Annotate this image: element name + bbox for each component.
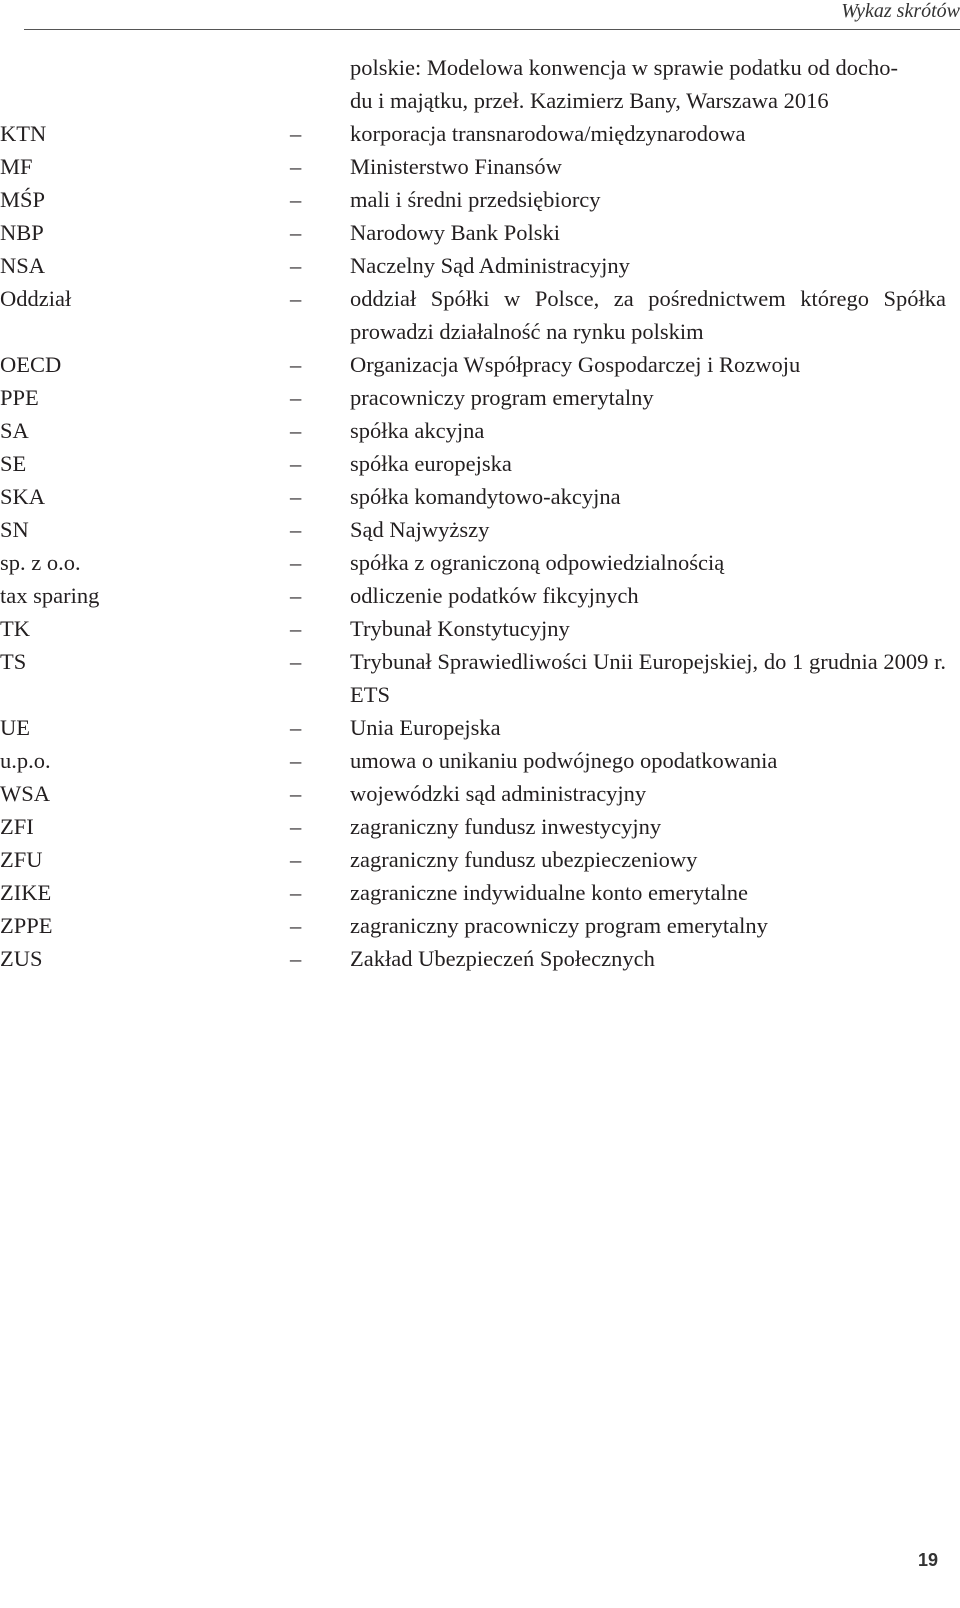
entry-dash: – [290, 154, 302, 179]
abbreviation-term: tax sparing [0, 583, 100, 608]
abbreviation-term: NSA [0, 253, 46, 278]
entry-dash: – [290, 187, 302, 212]
abbreviation-entry [0, 216, 946, 249]
abbreviation-term: MF [0, 154, 33, 179]
continued-entry [0, 51, 946, 117]
abbreviation-term: ZPPE [0, 913, 53, 938]
abbreviation-entry [0, 777, 946, 810]
abbreviation-term: sp. z o.o. [0, 550, 81, 575]
abbreviation-term: ZFU [0, 847, 43, 872]
abbreviation-term: ZUS [0, 946, 43, 971]
entry-dash: – [290, 583, 302, 608]
abbreviation-entry [0, 909, 946, 942]
abbreviation-definition: spółka z ograniczoną odpowiedzialnością [350, 550, 725, 575]
abbreviation-definition: zagraniczny fundusz inwestycyjny [350, 814, 662, 839]
abbreviation-definition: pracowniczy program emerytalny [350, 385, 654, 410]
abbreviation-definition: Ministerstwo Finansów [350, 154, 562, 179]
abbreviation-definition: mali i średni przedsiębiorcy [350, 187, 601, 212]
abbreviation-definition: Trybunał Konstytucyjny [350, 616, 570, 641]
entry-dash: – [290, 484, 302, 509]
abbreviation-entry [0, 612, 946, 645]
abbreviation-term: PPE [0, 385, 39, 410]
abbreviation-list [0, 51, 946, 975]
entry-dash: – [290, 814, 302, 839]
entry-dash: – [290, 781, 302, 806]
abbreviation-definition: wojewódzki sąd administracyjny [350, 781, 647, 806]
abbreviation-term: TS [0, 649, 27, 674]
entry-dash: – [290, 517, 302, 542]
abbreviation-definition: Organizacja Współpracy Gospodarczej i Rozwoju [350, 352, 801, 377]
entry-dash: – [290, 451, 302, 476]
abbreviation-definition: odliczenie podatków fikcyjnych [350, 583, 639, 608]
abbreviation-entry [0, 843, 946, 876]
abbreviation-entry [0, 942, 946, 975]
abbreviation-definition: oddział Spółki w Polsce, za pośrednictwem którego Spółka prowadzi działalność na rynku polskim [350, 286, 946, 344]
abbreviation-entry [0, 414, 946, 447]
entry-dash: – [290, 352, 302, 377]
abbreviation-definition: Narodowy Bank Polski [350, 220, 560, 245]
abbreviation-definition: zagraniczne indywidualne konto emerytalne [350, 880, 748, 905]
continued-definition-line: polskie: Modelowa konwencja w sprawie podatku od docho- [350, 55, 898, 80]
abbreviation-term: NBP [0, 220, 44, 245]
abbreviation-entry [0, 546, 946, 579]
continued-definition-line: du i majątku, przeł. Kazimierz Bany, Warszawa 2016 [350, 88, 829, 113]
abbreviation-entry [0, 150, 946, 183]
abbreviation-term: u.p.o. [0, 748, 51, 773]
entry-dash: – [290, 121, 302, 146]
running-header-title: Wykaz skrótów [841, 0, 960, 22]
abbreviation-definition: Unia Europejska [350, 715, 501, 740]
entry-dash: – [290, 946, 302, 971]
continued-definition [350, 51, 946, 117]
abbreviation-entry [0, 183, 946, 216]
abbreviation-entry [0, 381, 946, 414]
entry-dash: – [290, 715, 302, 740]
abbreviation-definition: spółka europejska [350, 451, 512, 476]
abbreviation-definition: Trybunał Sprawiedliwości Unii Europejskiej, do 1 grudnia 2009 r. ETS [350, 649, 946, 707]
entry-dash: – [290, 550, 302, 575]
entries-container [0, 117, 946, 975]
entry-dash: – [290, 913, 302, 938]
page-number: 19 [917, 1550, 938, 1570]
entry-dash: – [290, 253, 302, 278]
abbreviation-term: OECD [0, 352, 62, 377]
entry-dash: – [290, 880, 302, 905]
abbreviation-term: SKA [0, 484, 46, 509]
abbreviation-entry [0, 480, 946, 513]
abbreviation-definition: umowa o unikaniu podwójnego opodatkowania [350, 748, 778, 773]
abbreviation-term: WSA [0, 781, 50, 806]
abbreviation-definition: Sąd Najwyższy [350, 517, 490, 542]
entry-dash: – [290, 847, 302, 872]
abbreviation-entry [0, 810, 946, 843]
abbreviation-entry [0, 249, 946, 282]
abbreviation-entry [0, 282, 946, 348]
abbreviation-term: KTN [0, 121, 47, 146]
entry-dash: – [290, 286, 302, 311]
abbreviation-definition: Zakład Ubezpieczeń Społecznych [350, 946, 655, 971]
abbreviation-definition: spółka komandytowo-akcyjna [350, 484, 621, 509]
abbreviation-term: ZIKE [0, 880, 52, 905]
entry-dash: – [290, 418, 302, 443]
abbreviation-entry [0, 513, 946, 546]
abbreviation-definition: spółka akcyjna [350, 418, 485, 443]
entry-dash: – [290, 649, 302, 674]
entry-dash: – [290, 616, 302, 641]
entry-dash: – [290, 385, 302, 410]
abbreviation-definition: zagraniczny fundusz ubezpieczeniowy [350, 847, 698, 872]
abbreviation-entry [0, 348, 946, 381]
abbreviation-entry [0, 117, 946, 150]
abbreviation-term: TK [0, 616, 30, 641]
abbreviation-entry [0, 579, 946, 612]
abbreviation-entry [0, 744, 946, 777]
abbreviation-definition: zagraniczny pracowniczy program emerytalny [350, 913, 768, 938]
entry-dash: – [290, 748, 302, 773]
abbreviation-definition: Naczelny Sąd Administracyjny [350, 253, 630, 278]
abbreviation-term: MŚP [0, 187, 46, 212]
abbreviation-entry [0, 447, 946, 480]
abbreviation-definition: korporacja transnarodowa/międzynarodowa [350, 121, 746, 146]
abbreviation-entry [0, 711, 946, 744]
abbreviation-term: ZFI [0, 814, 34, 839]
abbreviation-term: UE [0, 715, 30, 740]
abbreviation-entry [0, 876, 946, 909]
abbreviation-term: SA [0, 418, 29, 443]
abbreviation-entry [0, 645, 946, 711]
entry-dash: – [290, 220, 302, 245]
abbreviation-term: Oddział [0, 286, 72, 311]
abbreviation-term: SN [0, 517, 29, 542]
abbreviation-term: SE [0, 451, 27, 476]
running-header [24, 0, 960, 30]
